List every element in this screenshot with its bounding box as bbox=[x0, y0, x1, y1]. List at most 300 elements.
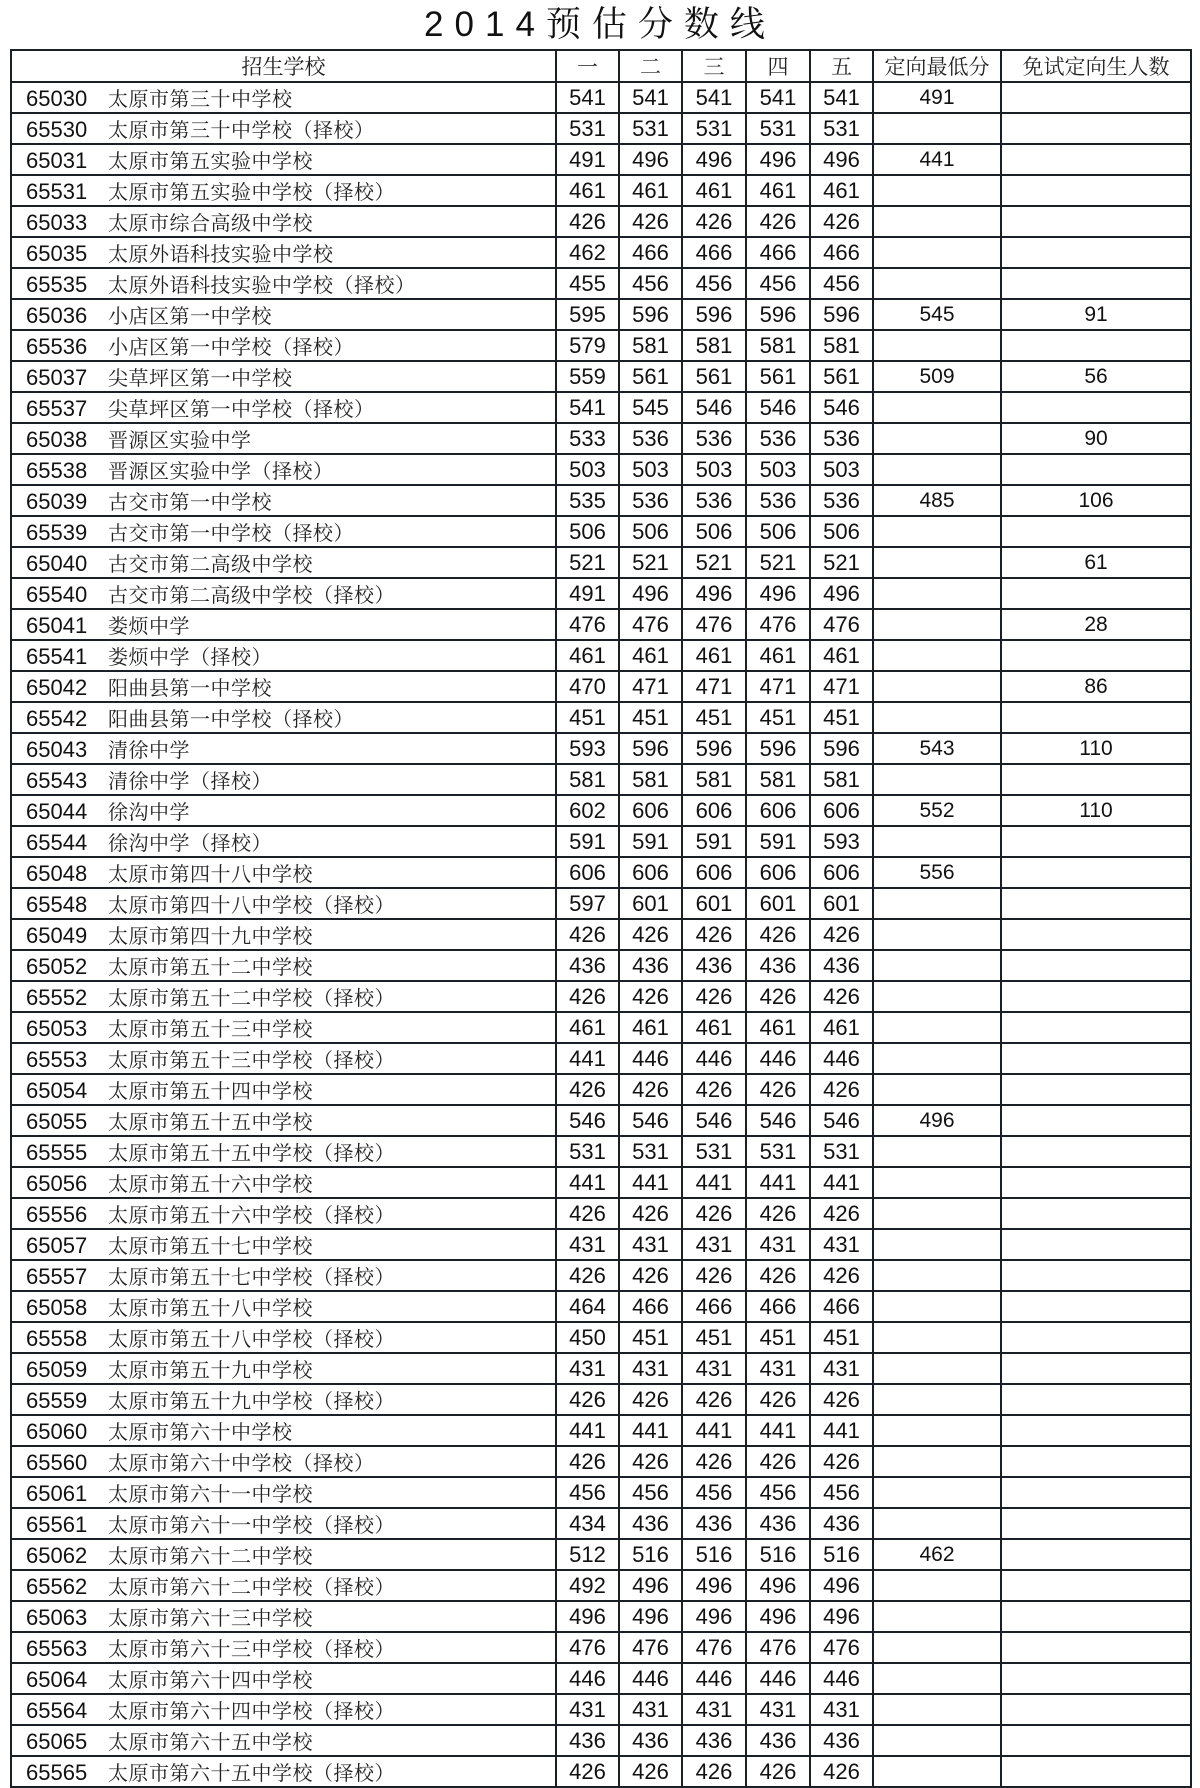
exempt-student-count bbox=[1001, 144, 1191, 175]
score-batch-1: 503 bbox=[556, 454, 619, 485]
score-batch-4: 596 bbox=[746, 299, 810, 330]
table-row bbox=[11, 981, 1191, 1012]
exempt-student-count: 106 bbox=[1001, 485, 1191, 516]
score-batch-5: 521 bbox=[810, 547, 873, 578]
school-code: 65062 bbox=[26, 1543, 88, 1568]
school-name: 古交市第一中学校 bbox=[108, 490, 272, 514]
score-batch-5: 596 bbox=[810, 733, 873, 764]
school-code: 65058 bbox=[26, 1295, 88, 1320]
exempt-student-count bbox=[1001, 175, 1191, 206]
score-batch-4: 431 bbox=[746, 1229, 810, 1260]
directed-min-score bbox=[873, 1694, 1001, 1725]
school-name: 太原市第五十九中学校 bbox=[108, 1358, 313, 1382]
score-batch-5: 496 bbox=[810, 1601, 873, 1632]
score-batch-3: 476 bbox=[682, 609, 746, 640]
exempt-student-count: 110 bbox=[1001, 733, 1191, 764]
score-batch-1: 496 bbox=[556, 1601, 619, 1632]
score-batch-1: 426 bbox=[556, 1756, 619, 1787]
school-name: 太原市第六十五中学校（择校） bbox=[108, 1761, 395, 1785]
directed-min-score bbox=[873, 1043, 1001, 1074]
school-code: 65054 bbox=[26, 1078, 88, 1103]
score-batch-4: 546 bbox=[746, 392, 810, 423]
school-cell bbox=[11, 1167, 556, 1198]
score-batch-4: 451 bbox=[746, 702, 810, 733]
school-name: 太原市第五十六中学校 bbox=[108, 1172, 313, 1196]
school-name: 太原市第六十一中学校（择校） bbox=[108, 1513, 395, 1537]
score-batch-4: 606 bbox=[746, 795, 810, 826]
school-name: 娄烦中学（择校） bbox=[108, 645, 272, 669]
school-code: 65039 bbox=[26, 489, 88, 514]
score-batch-2: 531 bbox=[619, 1136, 682, 1167]
score-batch-1: 541 bbox=[556, 82, 619, 113]
score-batch-4: 461 bbox=[746, 175, 810, 206]
school-code: 65555 bbox=[26, 1140, 88, 1165]
school-code: 65065 bbox=[26, 1729, 88, 1754]
score-batch-3: 496 bbox=[682, 144, 746, 175]
table-row bbox=[11, 1074, 1191, 1105]
score-batch-2: 441 bbox=[619, 1167, 682, 1198]
score-batch-5: 451 bbox=[810, 1322, 873, 1353]
score-batch-5: 546 bbox=[810, 1105, 873, 1136]
header-batch-5: 五 bbox=[810, 50, 873, 82]
score-batch-2: 426 bbox=[619, 1384, 682, 1415]
score-batch-3: 541 bbox=[682, 82, 746, 113]
school-cell bbox=[11, 1477, 556, 1508]
score-batch-4: 496 bbox=[746, 1601, 810, 1632]
score-batch-5: 456 bbox=[810, 268, 873, 299]
score-batch-2: 561 bbox=[619, 361, 682, 392]
score-batch-1: 476 bbox=[556, 609, 619, 640]
school-name: 小店区第一中学校 bbox=[108, 304, 272, 328]
score-batch-2: 441 bbox=[619, 1415, 682, 1446]
score-batch-2: 426 bbox=[619, 1198, 682, 1229]
school-code: 65558 bbox=[26, 1326, 88, 1351]
score-batch-1: 436 bbox=[556, 950, 619, 981]
score-batch-5: 426 bbox=[810, 1756, 873, 1787]
directed-min-score bbox=[873, 454, 1001, 485]
table-row bbox=[11, 299, 1191, 330]
score-batch-4: 431 bbox=[746, 1353, 810, 1384]
score-batch-3: 591 bbox=[682, 826, 746, 857]
score-batch-1: 461 bbox=[556, 175, 619, 206]
score-batch-3: 596 bbox=[682, 733, 746, 764]
score-batch-4: 546 bbox=[746, 1105, 810, 1136]
score-batch-1: 441 bbox=[556, 1043, 619, 1074]
score-batch-5: 541 bbox=[810, 82, 873, 113]
score-batch-4: 506 bbox=[746, 516, 810, 547]
score-batch-2: 426 bbox=[619, 1260, 682, 1291]
directed-min-score: 552 bbox=[873, 795, 1001, 826]
school-name: 太原市第五十九中学校（择校） bbox=[108, 1389, 395, 1413]
exempt-student-count bbox=[1001, 1291, 1191, 1322]
score-batch-2: 521 bbox=[619, 547, 682, 578]
score-batch-1: 431 bbox=[556, 1353, 619, 1384]
school-code: 65542 bbox=[26, 706, 88, 731]
table-row bbox=[11, 361, 1191, 392]
score-batch-5: 506 bbox=[810, 516, 873, 547]
school-cell bbox=[11, 82, 556, 113]
table-row bbox=[11, 888, 1191, 919]
score-batch-5: 476 bbox=[810, 1632, 873, 1663]
table-row bbox=[11, 1353, 1191, 1384]
score-batch-2: 466 bbox=[619, 1291, 682, 1322]
score-batch-2: 451 bbox=[619, 702, 682, 733]
score-batch-2: 581 bbox=[619, 764, 682, 795]
school-cell bbox=[11, 1632, 556, 1663]
score-batch-3: 466 bbox=[682, 237, 746, 268]
exempt-student-count bbox=[1001, 1384, 1191, 1415]
score-batch-5: 426 bbox=[810, 206, 873, 237]
directed-min-score bbox=[873, 1446, 1001, 1477]
table-row bbox=[11, 1446, 1191, 1477]
school-cell bbox=[11, 950, 556, 981]
table-row bbox=[11, 1539, 1191, 1570]
school-cell bbox=[11, 144, 556, 175]
directed-min-score bbox=[873, 919, 1001, 950]
directed-min-score bbox=[873, 950, 1001, 981]
score-batch-3: 581 bbox=[682, 764, 746, 795]
school-cell bbox=[11, 516, 556, 547]
exempt-student-count bbox=[1001, 1229, 1191, 1260]
score-batch-1: 492 bbox=[556, 1570, 619, 1601]
score-batch-1: 426 bbox=[556, 981, 619, 1012]
exempt-student-count bbox=[1001, 1601, 1191, 1632]
score-batch-4: 426 bbox=[746, 1446, 810, 1477]
score-batch-2: 431 bbox=[619, 1694, 682, 1725]
score-batch-2: 506 bbox=[619, 516, 682, 547]
score-batch-1: 535 bbox=[556, 485, 619, 516]
school-name: 太原市第六十三中学校（择校） bbox=[108, 1637, 395, 1661]
score-batch-2: 446 bbox=[619, 1663, 682, 1694]
school-cell bbox=[11, 392, 556, 423]
score-batch-1: 521 bbox=[556, 547, 619, 578]
score-batch-4: 446 bbox=[746, 1663, 810, 1694]
exempt-student-count bbox=[1001, 919, 1191, 950]
score-batch-5: 456 bbox=[810, 1477, 873, 1508]
score-batch-5: 451 bbox=[810, 702, 873, 733]
exempt-student-count bbox=[1001, 454, 1191, 485]
score-batch-1: 436 bbox=[556, 1725, 619, 1756]
header-batch-2: 二 bbox=[619, 50, 682, 82]
score-batch-5: 426 bbox=[810, 919, 873, 950]
score-batch-5: 561 bbox=[810, 361, 873, 392]
score-batch-4: 591 bbox=[746, 826, 810, 857]
school-code: 65531 bbox=[26, 179, 88, 204]
score-batch-4: 496 bbox=[746, 1570, 810, 1601]
score-batch-2: 531 bbox=[619, 113, 682, 144]
directed-min-score bbox=[873, 1322, 1001, 1353]
directed-min-score: 491 bbox=[873, 82, 1001, 113]
score-batch-3: 466 bbox=[682, 1291, 746, 1322]
school-name: 太原市第四十八中学校（择校） bbox=[108, 893, 395, 917]
directed-min-score: 462 bbox=[873, 1539, 1001, 1570]
title-year: 2014 bbox=[424, 5, 546, 44]
exempt-student-count bbox=[1001, 113, 1191, 144]
score-batch-5: 461 bbox=[810, 1012, 873, 1043]
school-cell bbox=[11, 1136, 556, 1167]
school-name: 太原市第四十九中学校 bbox=[108, 924, 313, 948]
score-batch-3: 606 bbox=[682, 857, 746, 888]
table-row bbox=[11, 1632, 1191, 1663]
school-name: 太原市第三十中学校 bbox=[108, 87, 293, 111]
school-code: 65548 bbox=[26, 892, 88, 917]
school-code: 65559 bbox=[26, 1388, 88, 1413]
score-batch-2: 496 bbox=[619, 144, 682, 175]
score-batch-4: 436 bbox=[746, 950, 810, 981]
school-cell bbox=[11, 609, 556, 640]
school-cell bbox=[11, 361, 556, 392]
school-cell bbox=[11, 764, 556, 795]
school-code: 65541 bbox=[26, 644, 88, 669]
score-batch-2: 446 bbox=[619, 1043, 682, 1074]
score-batch-1: 581 bbox=[556, 764, 619, 795]
exempt-student-count: 61 bbox=[1001, 547, 1191, 578]
score-batch-5: 431 bbox=[810, 1694, 873, 1725]
school-cell bbox=[11, 1663, 556, 1694]
score-table bbox=[10, 49, 1192, 1788]
score-batch-2: 606 bbox=[619, 857, 682, 888]
school-name: 太原外语科技实验中学校 bbox=[108, 242, 334, 266]
school-code: 65060 bbox=[26, 1419, 88, 1444]
table-row bbox=[11, 1508, 1191, 1539]
school-code: 65043 bbox=[26, 737, 88, 762]
directed-min-score bbox=[873, 640, 1001, 671]
school-cell bbox=[11, 702, 556, 733]
score-batch-4: 426 bbox=[746, 1384, 810, 1415]
score-batch-4: 516 bbox=[746, 1539, 810, 1570]
school-name: 太原市第五十五中学校 bbox=[108, 1110, 313, 1134]
school-name: 阳曲县第一中学校 bbox=[108, 676, 272, 700]
school-cell bbox=[11, 1446, 556, 1477]
score-batch-5: 441 bbox=[810, 1415, 873, 1446]
score-batch-3: 431 bbox=[682, 1353, 746, 1384]
score-batch-1: 531 bbox=[556, 1136, 619, 1167]
school-name: 清徐中学（择校） bbox=[108, 769, 272, 793]
school-code: 65557 bbox=[26, 1264, 88, 1289]
score-batch-4: 503 bbox=[746, 454, 810, 485]
school-name: 古交市第二高级中学校 bbox=[108, 552, 313, 576]
score-batch-1: 426 bbox=[556, 1074, 619, 1105]
score-batch-4: 461 bbox=[746, 640, 810, 671]
school-cell bbox=[11, 826, 556, 857]
score-batch-5: 496 bbox=[810, 1570, 873, 1601]
score-batch-5: 461 bbox=[810, 640, 873, 671]
score-batch-1: 595 bbox=[556, 299, 619, 330]
score-batch-4: 426 bbox=[746, 1260, 810, 1291]
score-batch-5: 471 bbox=[810, 671, 873, 702]
school-cell bbox=[11, 857, 556, 888]
table-row bbox=[11, 206, 1191, 237]
score-batch-1: 491 bbox=[556, 144, 619, 175]
exempt-student-count bbox=[1001, 1539, 1191, 1570]
school-code: 65564 bbox=[26, 1698, 88, 1723]
school-code: 65049 bbox=[26, 923, 88, 948]
score-batch-4: 436 bbox=[746, 1725, 810, 1756]
score-batch-1: 602 bbox=[556, 795, 619, 826]
score-batch-4: 581 bbox=[746, 330, 810, 361]
school-code: 65538 bbox=[26, 458, 88, 483]
exempt-student-count bbox=[1001, 1353, 1191, 1384]
score-batch-5: 446 bbox=[810, 1663, 873, 1694]
table-row bbox=[11, 764, 1191, 795]
score-batch-3: 436 bbox=[682, 1508, 746, 1539]
school-name: 太原市第四十八中学校 bbox=[108, 862, 313, 886]
table-row bbox=[11, 640, 1191, 671]
school-name: 太原市第六十四中学校 bbox=[108, 1668, 313, 1692]
school-code: 65057 bbox=[26, 1233, 88, 1258]
score-batch-4: 521 bbox=[746, 547, 810, 578]
table-row bbox=[11, 237, 1191, 268]
score-batch-2: 426 bbox=[619, 1756, 682, 1787]
score-batch-1: 546 bbox=[556, 1105, 619, 1136]
score-batch-3: 426 bbox=[682, 1384, 746, 1415]
exempt-student-count: 90 bbox=[1001, 423, 1191, 454]
school-cell bbox=[11, 237, 556, 268]
directed-min-score: 441 bbox=[873, 144, 1001, 175]
school-cell bbox=[11, 485, 556, 516]
table-row bbox=[11, 1415, 1191, 1446]
score-batch-3: 496 bbox=[682, 1570, 746, 1601]
score-batch-2: 461 bbox=[619, 640, 682, 671]
score-batch-2: 436 bbox=[619, 950, 682, 981]
exempt-student-count bbox=[1001, 950, 1191, 981]
table-row bbox=[11, 795, 1191, 826]
table-row bbox=[11, 671, 1191, 702]
school-name: 古交市第二高级中学校（择校） bbox=[108, 583, 395, 607]
score-batch-3: 426 bbox=[682, 919, 746, 950]
directed-min-score bbox=[873, 175, 1001, 206]
exempt-student-count bbox=[1001, 640, 1191, 671]
school-cell bbox=[11, 299, 556, 330]
school-cell bbox=[11, 1756, 556, 1787]
table-row bbox=[11, 1012, 1191, 1043]
score-batch-3: 461 bbox=[682, 1012, 746, 1043]
exempt-student-count bbox=[1001, 1508, 1191, 1539]
score-batch-5: 606 bbox=[810, 857, 873, 888]
directed-min-score bbox=[873, 1415, 1001, 1446]
school-cell bbox=[11, 175, 556, 206]
school-code: 65041 bbox=[26, 613, 88, 638]
score-batch-5: 461 bbox=[810, 175, 873, 206]
score-batch-3: 426 bbox=[682, 206, 746, 237]
school-cell bbox=[11, 640, 556, 671]
school-code: 65552 bbox=[26, 985, 88, 1010]
directed-min-score bbox=[873, 1198, 1001, 1229]
exempt-student-count bbox=[1001, 826, 1191, 857]
table-row bbox=[11, 919, 1191, 950]
school-code: 65561 bbox=[26, 1512, 88, 1537]
directed-min-score bbox=[873, 764, 1001, 795]
school-name: 阳曲县第一中学校（择校） bbox=[108, 707, 354, 731]
school-name: 太原市第六十二中学校 bbox=[108, 1544, 313, 1568]
score-batch-1: 512 bbox=[556, 1539, 619, 1570]
score-batch-5: 496 bbox=[810, 578, 873, 609]
school-name: 太原市第六十二中学校（择校） bbox=[108, 1575, 395, 1599]
exempt-student-count bbox=[1001, 1012, 1191, 1043]
school-name: 古交市第一中学校（择校） bbox=[108, 521, 354, 545]
score-batch-5: 441 bbox=[810, 1167, 873, 1198]
table-body bbox=[11, 82, 1191, 1787]
exempt-student-count bbox=[1001, 1477, 1191, 1508]
title-text: 预估分数线 bbox=[545, 5, 776, 45]
score-batch-1: 506 bbox=[556, 516, 619, 547]
directed-min-score bbox=[873, 1756, 1001, 1787]
exempt-student-count bbox=[1001, 1663, 1191, 1694]
school-cell bbox=[11, 1725, 556, 1756]
score-batch-4: 471 bbox=[746, 671, 810, 702]
directed-min-score bbox=[873, 1601, 1001, 1632]
directed-min-score bbox=[873, 268, 1001, 299]
table-row bbox=[11, 1043, 1191, 1074]
school-code: 65048 bbox=[26, 861, 88, 886]
score-batch-5: 426 bbox=[810, 981, 873, 1012]
score-batch-1: 462 bbox=[556, 237, 619, 268]
score-batch-2: 545 bbox=[619, 392, 682, 423]
score-batch-4: 436 bbox=[746, 1508, 810, 1539]
table-row bbox=[11, 1322, 1191, 1353]
directed-min-score bbox=[873, 1353, 1001, 1384]
school-cell bbox=[11, 330, 556, 361]
school-code: 65056 bbox=[26, 1171, 88, 1196]
school-cell bbox=[11, 1012, 556, 1043]
exempt-student-count bbox=[1001, 330, 1191, 361]
exempt-student-count bbox=[1001, 1632, 1191, 1663]
score-batch-1: 579 bbox=[556, 330, 619, 361]
school-name: 太原市第五十五中学校（择校） bbox=[108, 1141, 395, 1165]
directed-min-score bbox=[873, 330, 1001, 361]
score-batch-3: 426 bbox=[682, 1756, 746, 1787]
score-batch-4: 426 bbox=[746, 206, 810, 237]
score-batch-5: 531 bbox=[810, 113, 873, 144]
directed-min-score bbox=[873, 1136, 1001, 1167]
table-row bbox=[11, 1229, 1191, 1260]
score-batch-4: 581 bbox=[746, 764, 810, 795]
directed-min-score: 543 bbox=[873, 733, 1001, 764]
directed-min-score bbox=[873, 392, 1001, 423]
school-cell bbox=[11, 888, 556, 919]
table-row bbox=[11, 1136, 1191, 1167]
exempt-student-count bbox=[1001, 1074, 1191, 1105]
directed-min-score bbox=[873, 826, 1001, 857]
school-name: 太原外语科技实验中学校（择校） bbox=[108, 273, 416, 297]
score-batch-5: 531 bbox=[810, 1136, 873, 1167]
score-batch-4: 431 bbox=[746, 1694, 810, 1725]
table-row bbox=[11, 733, 1191, 764]
score-batch-3: 426 bbox=[682, 1446, 746, 1477]
score-batch-1: 491 bbox=[556, 578, 619, 609]
score-batch-3: 496 bbox=[682, 1601, 746, 1632]
score-batch-5: 426 bbox=[810, 1260, 873, 1291]
school-code: 65562 bbox=[26, 1574, 88, 1599]
table-row bbox=[11, 1601, 1191, 1632]
score-batch-3: 531 bbox=[682, 1136, 746, 1167]
score-batch-5: 426 bbox=[810, 1446, 873, 1477]
school-code: 65061 bbox=[26, 1481, 88, 1506]
score-batch-3: 476 bbox=[682, 1632, 746, 1663]
school-name: 太原市第五实验中学校（择校） bbox=[108, 180, 395, 204]
score-batch-3: 581 bbox=[682, 330, 746, 361]
table-row bbox=[11, 423, 1191, 454]
exempt-student-count: 86 bbox=[1001, 671, 1191, 702]
school-cell bbox=[11, 1384, 556, 1415]
directed-min-score: 556 bbox=[873, 857, 1001, 888]
table-row bbox=[11, 1260, 1191, 1291]
table-row bbox=[11, 857, 1191, 888]
score-batch-2: 426 bbox=[619, 1074, 682, 1105]
school-cell bbox=[11, 206, 556, 237]
exempt-student-count bbox=[1001, 1756, 1191, 1787]
school-code: 65055 bbox=[26, 1109, 88, 1134]
